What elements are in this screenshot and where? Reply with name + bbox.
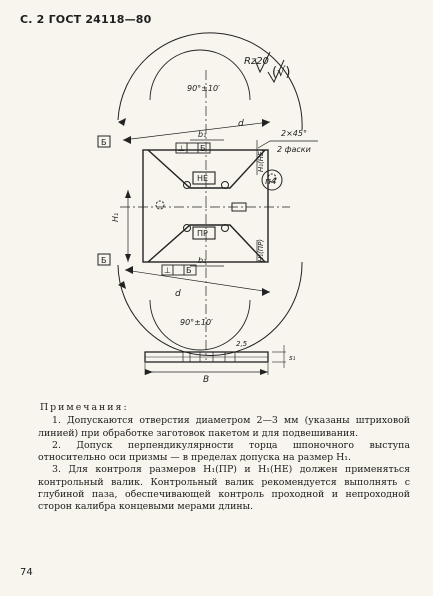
tol-frame-top-2: Б <box>200 144 206 153</box>
page-header: С. 2 ГОСТ 24118—80 <box>20 13 152 26</box>
slot-ne-label: НЕ <box>197 174 209 183</box>
tol-frame-bot-2: Б <box>186 266 192 275</box>
dim-h1-pr-label: H₁(ПР) <box>257 238 265 262</box>
roughness-label: Rz20 <box>244 56 269 67</box>
dim-s1-label: s₁ <box>289 354 296 362</box>
chamfer-count-label: 2 фаски <box>277 145 311 154</box>
lower-arc <box>118 262 302 355</box>
dim-25-label: 2,5 <box>236 340 248 348</box>
dim-h1-label: H₁ <box>111 212 120 222</box>
dim-h1-ne-label: H₁(НЕ) <box>257 148 265 172</box>
chamfer-label: 2×45° <box>281 129 307 138</box>
dim-d-bottom: d <box>175 289 181 299</box>
notes-block <box>38 402 410 514</box>
angle-bottom-label: 90°±10′ <box>180 318 213 327</box>
tol-frame-bot-1: ⊥ <box>164 266 171 275</box>
dim-b1-bottom: b₁ <box>198 256 207 265</box>
note-1: 1. Допускаются отверстия диаметром 2—3 мм (указаны штриховой линией) при обработке заготовок пакетом и для подвешивания. <box>38 415 410 439</box>
angle-top-label: 90°±10′ <box>187 84 220 93</box>
note-3: 3. Для контроля размеров H₁(ПР) и H₁(НЕ) должен применяться контрольный валик. Контрольный валик рекомендуется выполнять с глубиной паза, обеспечивающей контроль проходной и непроходной сторон калибра концевыми мерами длины. <box>38 464 410 513</box>
note-2: 2. Допуск перпендикулярности торца шпоночного выступа относительно оси призмы — в пределах допуска на размер H₁. <box>38 439 410 464</box>
tol-frame-top-1: ⊥ <box>178 144 185 153</box>
page-number: 74 <box>20 567 33 578</box>
dim-b1-top: b₁ <box>198 130 207 139</box>
datum-b-top: Б <box>101 138 107 147</box>
slot-pr-label: ПР <box>197 229 208 238</box>
datum-b-bottom: Б <box>101 256 107 265</box>
roughness-rest-label: (√) <box>272 65 291 80</box>
hole-marker-label: п4 <box>265 177 277 187</box>
dim-d-top: d <box>238 119 244 129</box>
notes-title: Примечания: <box>40 402 129 413</box>
dim-b-label: B <box>203 375 210 385</box>
